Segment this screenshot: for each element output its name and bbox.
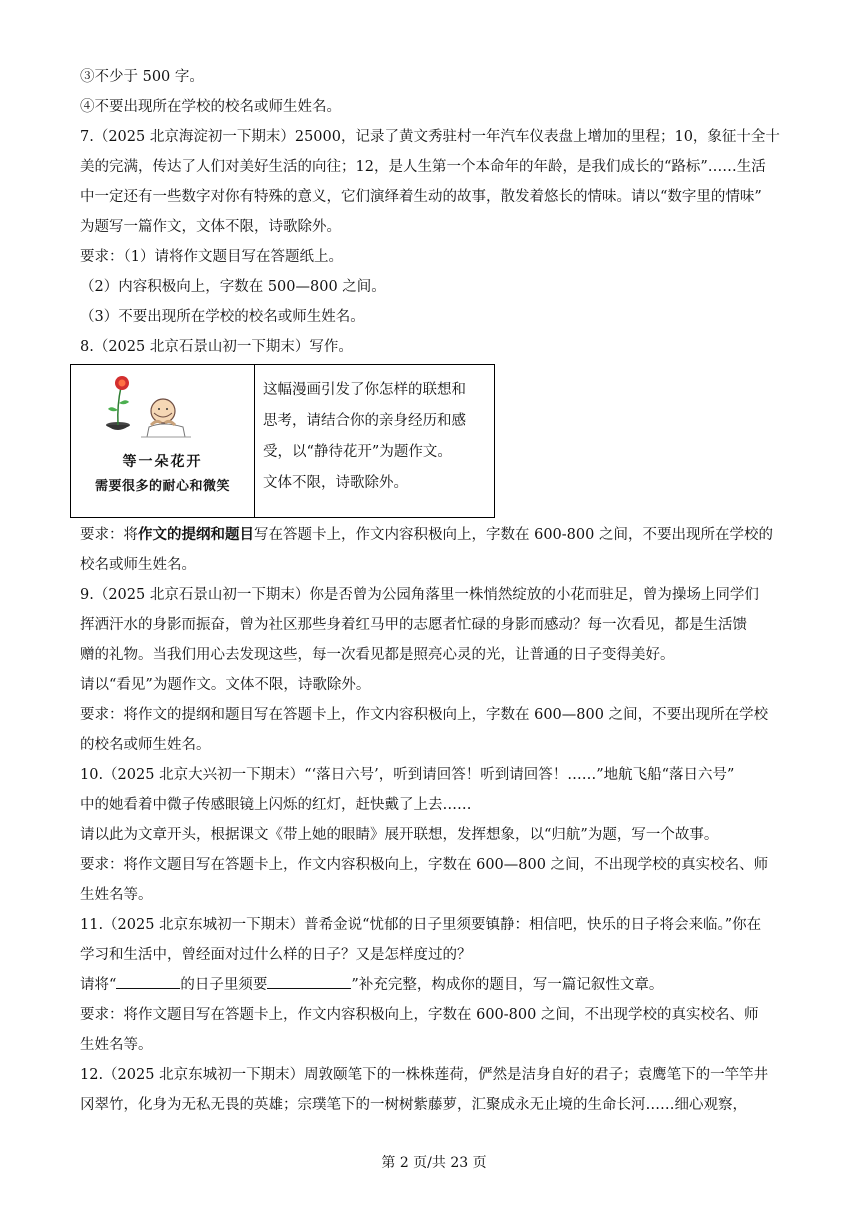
- blank-1: [116, 972, 180, 989]
- question-10: [80, 760, 791, 910]
- requirement-line: 生姓名等。: [80, 1037, 153, 1053]
- req-bold: 作文的提纲和题目: [138, 526, 254, 543]
- document-body: [80, 62, 791, 1120]
- cartoon-caption-1: 等一朵花开: [122, 454, 203, 470]
- prompt-text-line: 这幅漫画引发了你怎样的联想和: [263, 382, 466, 398]
- requirement-line: 的校名或师生姓名。: [80, 737, 211, 753]
- prompt-text-cell: [255, 365, 494, 517]
- requirement-line: 要求：将作文题目写在答题卡上，作文内容积极向上，字数在 600-800 之间，不出现学校的真实校名、师: [80, 1007, 759, 1023]
- prompt-part: 请将“: [80, 977, 117, 993]
- cartoon-illustration: [71, 365, 254, 455]
- requirement-line: 校名或师生姓名。: [80, 557, 196, 573]
- fill-in-prompt: [80, 970, 791, 1000]
- question-11-title: 11.（2025 北京东城初一下期末）普希金说“忧郁的日子里须要镇静：相信吧，快乐的日子将会来临。”你在: [80, 917, 762, 933]
- text-line: 中的她看着中微子传感眼镜上闪烁的红灯，赶快戴了上去……: [80, 797, 472, 813]
- req-prefix: 要求：将: [80, 527, 138, 543]
- question-12: [80, 1060, 791, 1120]
- question-8: [80, 332, 791, 580]
- prompt-part: ”补充完整，构成你的题目，写一篇记叙性文章。: [351, 977, 664, 993]
- requirement-line: 生姓名等。: [80, 887, 153, 903]
- prompt-text-line: 文体不限，诗歌除外。: [263, 475, 408, 491]
- text-line: ③不少于 500 字。: [80, 69, 204, 85]
- text-line: 挥洒汗水的身影而振奋，曾为社区那些身着红马甲的志愿者忙碌的身影而感动？每一次看见，都是生活馈: [80, 617, 747, 633]
- question-12-title: 12.（2025 北京东城初一下期末）周敦颐笔下的一株株莲荷，俨然是洁身自好的君子；袁鹰笔下的一竿竿井: [80, 1067, 769, 1083]
- req-suffix: 写在答题卡上，作文内容积极向上，字数在 600-800 之间，不要出现所在学校的: [254, 527, 773, 543]
- text-line: 美的完满，传达了人们对美好生活的向往；12，是人生第一个本命年的年龄，是我们成长的“路标”……生活: [80, 159, 766, 175]
- question-7-title: 7.（2025 北京海淀初一下期末）25000，记录了黄文秀驻村一年汽车仪表盘上增加的里程；10，象征十全十: [80, 129, 780, 145]
- question-9: [80, 580, 791, 760]
- text-line: 学习和生活中，曾经面对过什么样的日子？又是怎样度过的？: [80, 947, 472, 963]
- text-line: 冈翠竹，化身为无私无畏的英雄；宗璞笔下的一树树紫藤萝，汇聚成永无止境的生命长河……细心观察，: [80, 1097, 747, 1113]
- prompt-table: [70, 364, 495, 518]
- question-8-title: 8.（2025 北京石景山初一下期末）写作。: [80, 339, 353, 355]
- requirement-line: 要求：（1）请将作文题目写在答题纸上。: [80, 249, 343, 265]
- text-line: ④不要出现所在学校的校名或师生姓名。: [80, 99, 341, 115]
- requirement-line: （3）不要出现所在学校的校名或师生姓名。: [80, 309, 365, 325]
- text-line: 中一定还有一些数字对你有特殊的意义，它们演绎着生动的故事，散发着悠长的情味。请以“数字里的情味”: [80, 189, 762, 205]
- cartoon-cell: [71, 365, 255, 517]
- prompt-text-line: 思考，请结合你的亲身经历和感: [263, 413, 466, 429]
- question-7: [80, 122, 791, 332]
- requirement-line: （2）内容积极向上，字数在 500—800 之间。: [80, 279, 386, 295]
- text-line: 请以此为文章开头，根据课文《带上她的眼睛》展开联想，发挥想象，以“归航”为题，写一个故事。: [80, 827, 719, 843]
- question-9-title: 9.（2025 北京石景山初一下期末）你是否曾为公园角落里一株悄然绽放的小花而驻足，曾为操场上同学们: [80, 587, 759, 603]
- requirement-line: 要求：将作文的提纲和题目写在答题卡上，作文内容积极向上，字数在 600—800 之间，不要出现所在学校: [80, 707, 769, 723]
- prompt-text-line: 受，以“静待花开”为题作文。: [263, 444, 452, 460]
- requirement-line: 要求：将作文题目写在答题卡上，作文内容积极向上，字数在 600—800 之间，不出现学校的真实校名、师: [80, 857, 769, 873]
- text-line: 为题写一篇作文，文体不限，诗歌除外。: [80, 219, 341, 235]
- prompt-part: 的日子里须要: [180, 977, 268, 993]
- top-requirements: [80, 62, 791, 122]
- text-line: 请以“看见”为题作文。文体不限，诗歌除外。: [80, 677, 371, 693]
- text-line: 赠的礼物。当我们用心去发现这些，每一次看见都是照亮心灵的光，让普通的日子变得美好。: [80, 647, 675, 663]
- blank-2: [267, 972, 351, 989]
- requirement-line: [80, 520, 791, 550]
- cartoon-caption-2: 需要很多的耐心和微笑: [94, 479, 230, 494]
- question-10-title: 10.（2025 北京大兴初一下期末）“‘落日六号’，听到请回答！听到请回答！……”地航飞船“落日六号”: [80, 767, 735, 783]
- page-footer: 第 2 页/共 23 页: [381, 1155, 487, 1171]
- question-11: [80, 910, 791, 1060]
